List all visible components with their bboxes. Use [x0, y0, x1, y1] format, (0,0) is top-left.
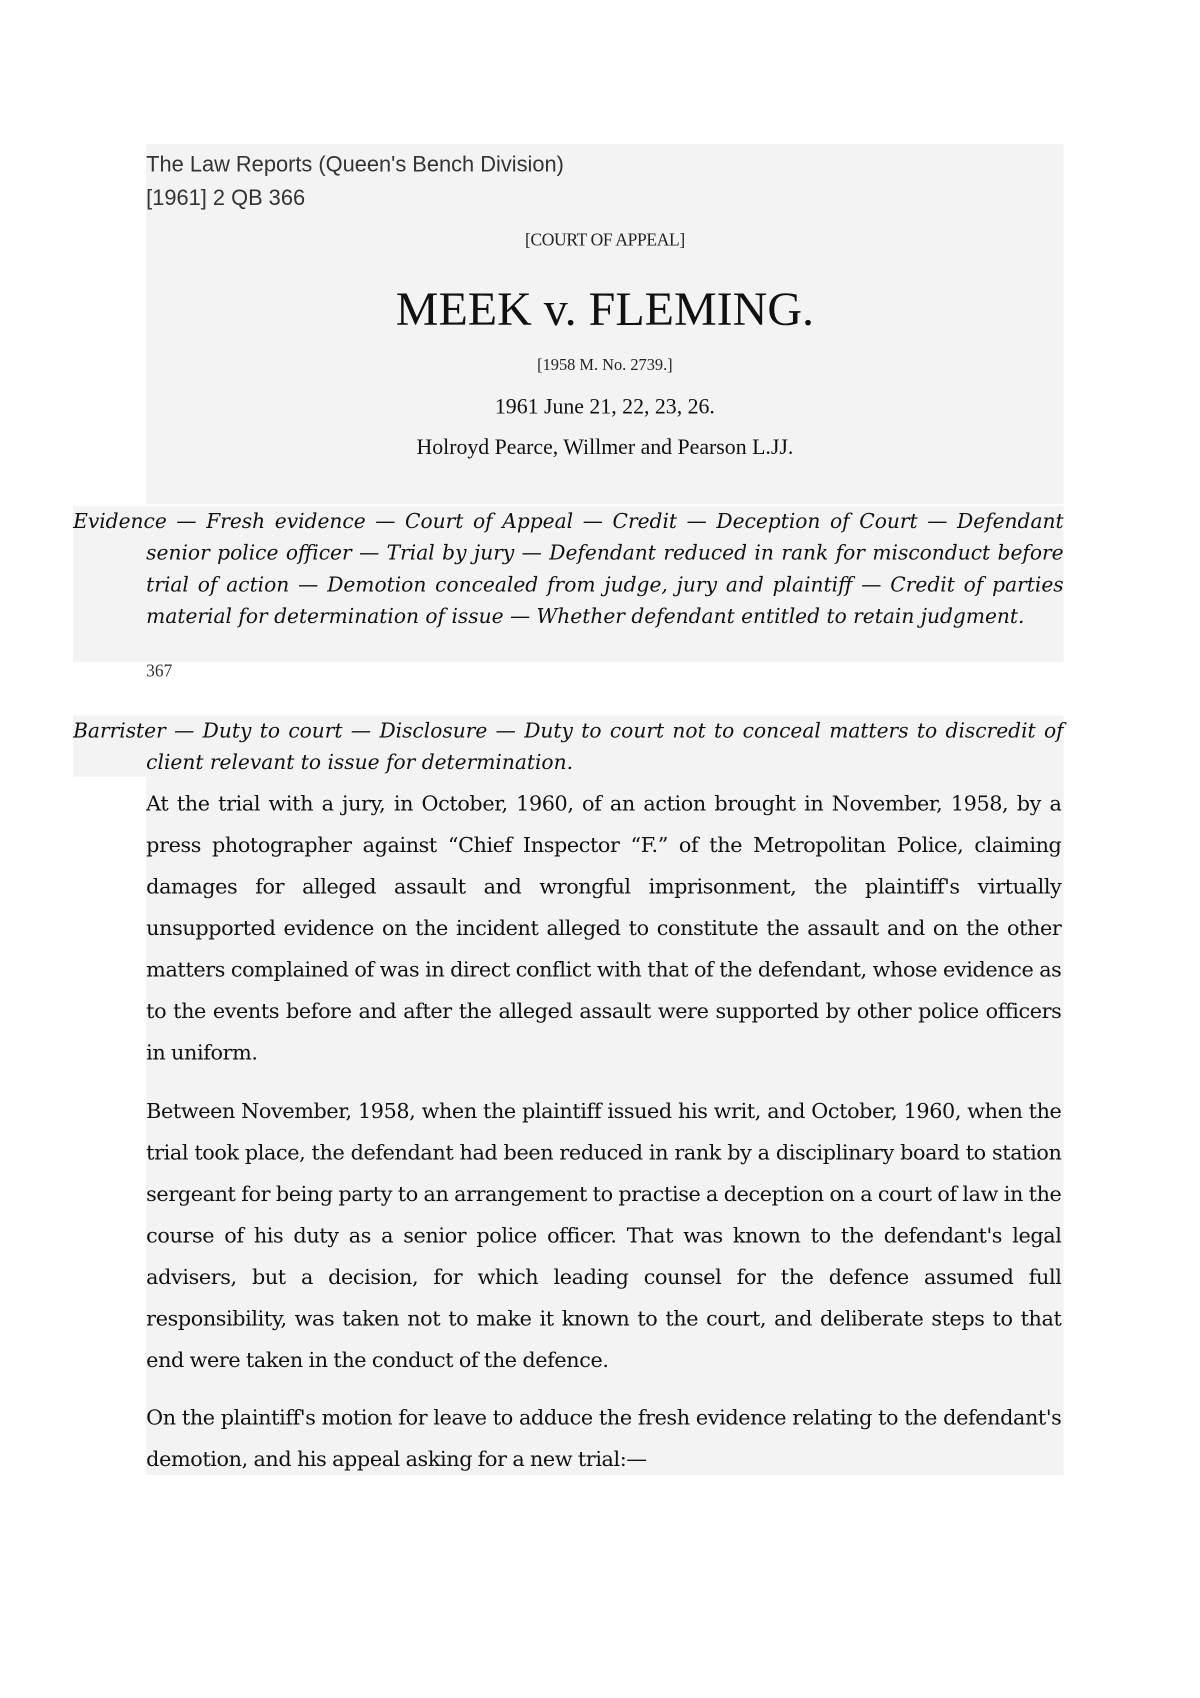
court-name: [COURT OF APPEAL] — [524, 231, 685, 250]
page-number: 367 — [146, 662, 173, 681]
case-title: MEEK v. FLEMING. — [395, 282, 814, 336]
headnote-paragraph: At the trial with a jury, in October, 1960, of an action brought in November, 1958, by a press photographer against “Chief Inspector “F.” of the Metropolitan Police, claiming damages for alleged assault and wrongful imprisonment, the plaintiff's virtually unsupported evidence on the incident alleged to constitute the assault and on the other matters complained of was in direct conflict with that of the defendant, whose evidence as to the events before and after the alleged assault were supported by other police officers in uniform. — [146, 791, 1062, 1065]
catchwords-evidence: Evidence — Fresh evidence — Court of Appeal — Credit — Deception of Court — Defendant senior police officer — Trial by jury — Defendant reduced in rank for misconduct before trial of action — Demotion concealed from judge, jury and plaintiff — Credit of parties material for determination of issue — Whether defendant entitled to retain judgment. — [73, 506, 1064, 662]
catchwords-barrister: Barrister — Duty to court — Disclosure — Duty to court not to conceal matters to discredit of client relevant to issue for determination. — [73, 716, 1064, 777]
case-number: [1958 M. No. 2739.] — [537, 356, 673, 375]
report-citation: [1961] 2 QB 366 — [146, 186, 306, 211]
hearing-dates: 1961 June 21, 22, 23, 26. — [494, 394, 715, 419]
report-name: The Law Reports (Queen's Bench Division) — [146, 152, 564, 177]
judges: Holroyd Pearce, Willmer and Pearson L.JJ. — [416, 435, 794, 460]
headnote-paragraph: Between November, 1958, when the plaintiff issued his writ, and October, 1960, when the trial took place, the defendant had been reduced in rank by a disciplinary board to station sergeant for being party to an arrangement to practise a deception on a court of law in the course of his duty as a senior police officer. That was known to the defendant's legal advisers, but a decision, for which leading counsel for the defence assumed full responsibility, was taken not to make it known to the court, and deliberate steps to that end were taken in the conduct of the defence. — [146, 1099, 1062, 1373]
headnote-paragraph: On the plaintiff's motion for leave to adduce the fresh evidence relating to the defendant's demotion, and his appeal asking for a new trial:— — [146, 1406, 1062, 1472]
